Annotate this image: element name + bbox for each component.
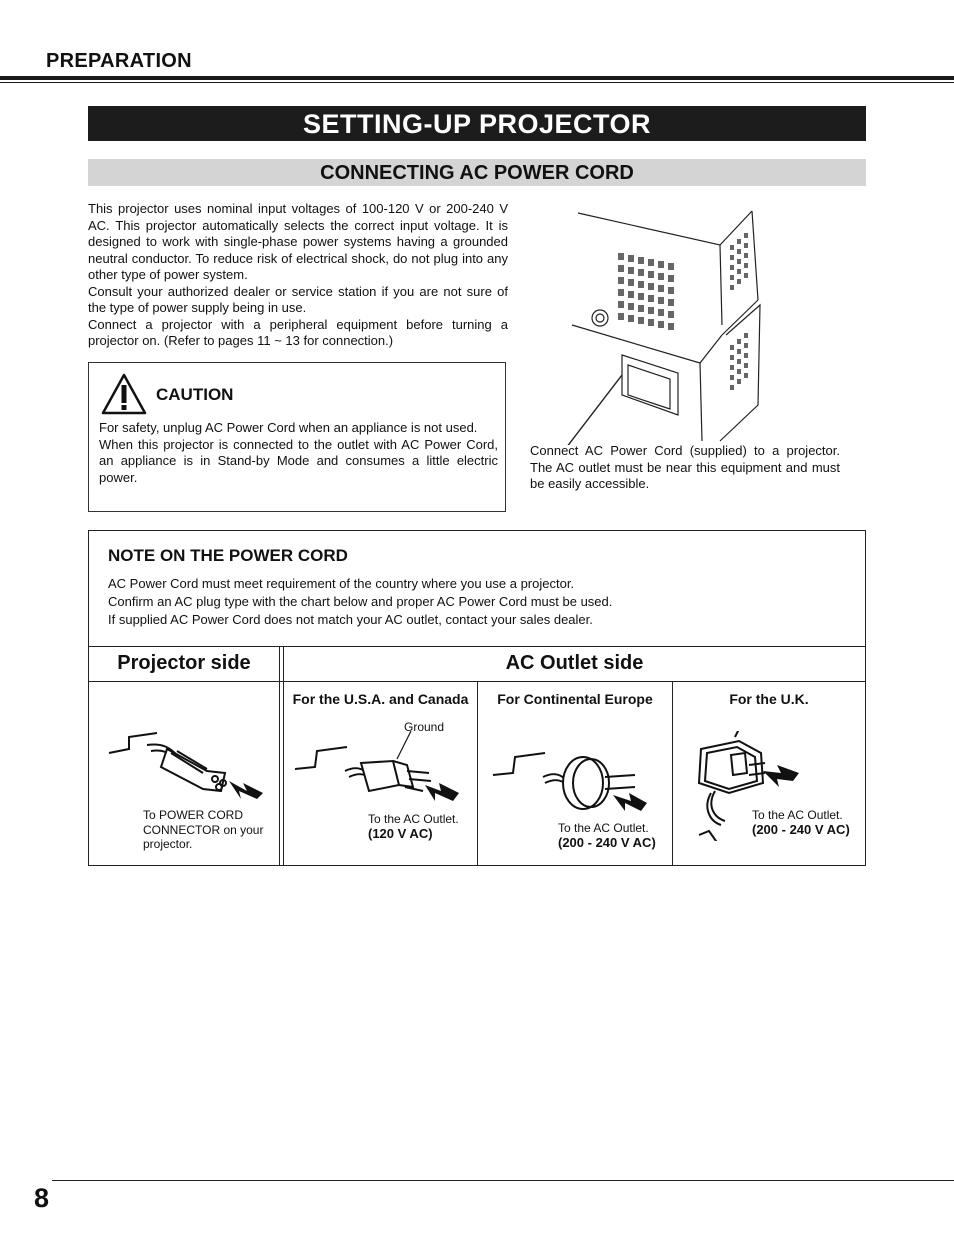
warning-icon (101, 373, 147, 415)
column-header-uk: For the U.K. (729, 691, 809, 707)
column-divider (477, 681, 478, 865)
caution-title: CAUTION (156, 385, 234, 404)
page-title: SETTING-UP PROJECTOR (88, 106, 866, 141)
projector-side-caption: To POWER CORD CONNECTOR on your projector. (143, 808, 264, 851)
iec-connector-icon (107, 727, 267, 807)
intro-paragraph: This projector uses nominal input voltages of 100-120 V or 200-240 V AC. This projector automatically selects the correct input voltage. It is designed to work with single-phase power systems having a grounded neutral conductor. To reduce risk of electrical shock, do not plug into any other type of power system. (88, 201, 508, 282)
column-header-usa: For the U.S.A. and Canada (292, 691, 469, 707)
table-top-rule (89, 646, 865, 647)
page-number: 8 (34, 1183, 50, 1213)
intro-text (88, 201, 508, 350)
uk-caption-text: To the AC Outlet. (752, 808, 843, 822)
caution-box (88, 362, 506, 512)
usa-caption (368, 812, 473, 841)
header-rule-thin (0, 82, 954, 83)
europe-voltage: (200 - 240 V AC) (558, 834, 656, 850)
note-box (88, 530, 866, 866)
europe-caption-text: To the AC Outlet. (558, 821, 649, 835)
outlet-side-header: AC Outlet side (505, 652, 644, 674)
usa-voltage: (120 V AC) (368, 825, 433, 841)
ground-label: Ground (404, 720, 445, 734)
usa-caption-text: To the AC Outlet. (368, 812, 459, 826)
section-label: PREPARATION (46, 50, 192, 72)
caution-text (99, 420, 498, 486)
europe-plug-icon (487, 741, 667, 821)
europe-caption (558, 821, 673, 850)
projector-caption: Connect AC Power Cord (supplied) to a projector. The AC outlet must be near this equipment and must be easily accessible. (530, 443, 840, 491)
projector-illustration (530, 205, 780, 445)
footer-rule (52, 1180, 954, 1181)
note-line: Confirm an AC plug type with the chart below and proper AC Power Cord must be used. (108, 594, 613, 609)
uk-voltage: (200 - 240 V AC) (752, 821, 850, 837)
column-header-europe: For Continental Europe (497, 691, 653, 707)
intro-paragraph: Consult your authorized dealer or service station if you are not sure of the type of power supply being in use. (88, 283, 508, 315)
caution-paragraph: When this projector is connected to the outlet with AC Power Cord, an appliance is in Stand-by Mode and consumes a little electric power. (99, 436, 498, 485)
usa-plug-icon (289, 731, 469, 811)
note-line: If supplied AC Power Cord does not match your AC outlet, contact your sales dealer. (108, 612, 593, 627)
note-title: NOTE ON THE POWER CORD (108, 546, 348, 565)
intro-paragraph: Connect a projector with a peripheral equipment before turning a projector on. (Refer to pages 11 ~ 13 for connection.) (88, 316, 508, 348)
caution-paragraph: For safety, unplug AC Power Cord when an appliance is not used. (99, 420, 478, 435)
column-divider (279, 646, 280, 865)
column-divider (283, 646, 284, 865)
uk-caption (752, 808, 867, 837)
projector-side-header: Projector side (117, 652, 251, 674)
note-line: AC Power Cord must meet requirement of the country where you use a projector. (108, 576, 575, 591)
header-rule (0, 76, 954, 80)
section-subtitle: CONNECTING AC POWER CORD (88, 159, 866, 186)
